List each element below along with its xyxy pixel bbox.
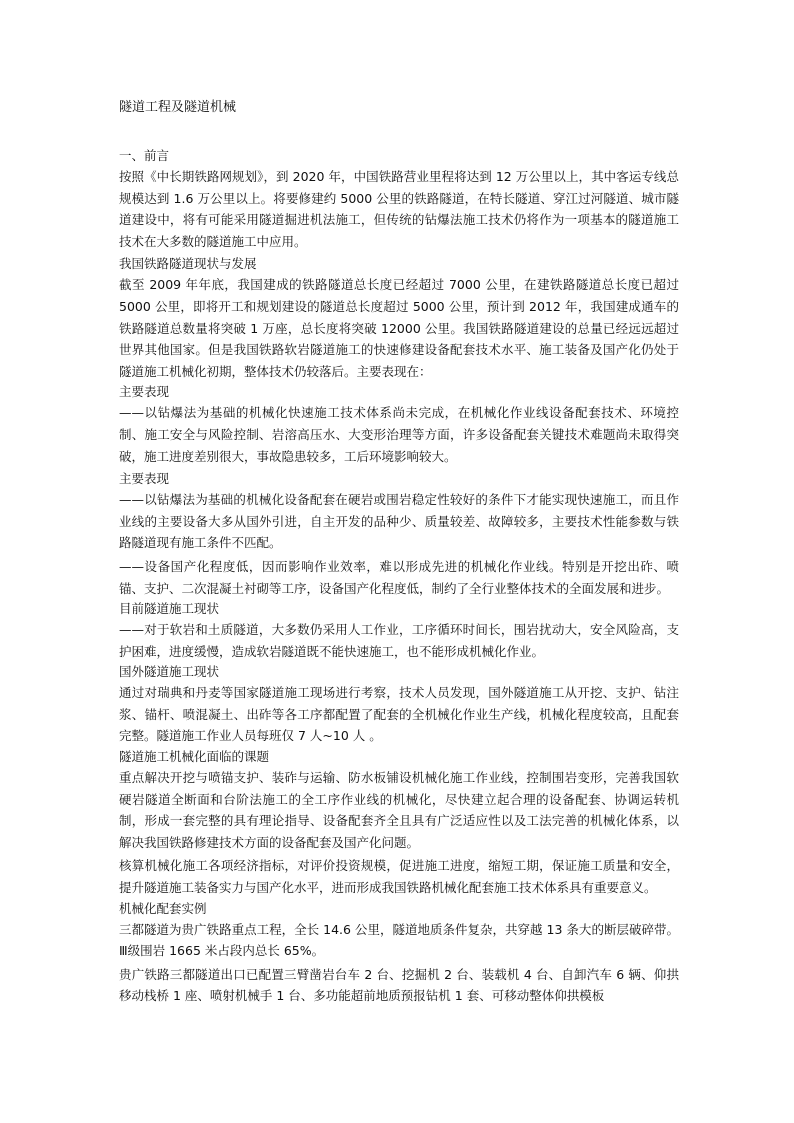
section-heading-domestic-status: 我国铁路隧道现状与发展 bbox=[119, 256, 257, 272]
paragraph: 三都隧道为贵广铁路重点工程，全长 14.6 公里，隧道地质条件复杂，共穿越 13 条大的断层破碎带。 Ⅲ级围岩 1665 米占段内总长 65%。 bbox=[119, 921, 679, 959]
paragraph: ——对于软岩和土质隧道，大多数仍采用人工作业，工序循环时间长，围岩扰动大，安全风险高，支护困难，进度缓慢，造成软岩隧道既不能快速施工，也不能形成机械化作业。 bbox=[119, 622, 679, 659]
paragraph: 截至 2009 年年底，我国建成的铁路隧道总长度已经超过 7000 公里，在建铁路隧道总长度已超过 5000 公里，即将开工和规划建设的隧道总长度超过 5000 公里，预计到 2012 年，我国建成通车的铁路隧道总数量将突破 1 万座，总长度将突破 12000 公里。我国铁路隧道建设的总量已经远远超过世界其他国家。但是我国铁路软岩隧道施工的快速修建设备配套技术水平、施工装备及国产化仍处于隧道施工机械化初期，整体技术仍较落后。主要表现在： bbox=[119, 277, 679, 379]
section-heading-main-issues: 主要表现 bbox=[119, 384, 170, 400]
paragraph: 按照《中长期铁路网规划》，到 2020 年，中国铁路营业里程将达到 12 万公里以上，其中客运专线总规模达到 1.6 万公里以上。将要修建约 5000 公里的铁路隧道，在特长隧道、穿江过河隧道、城市隧道建设中，将有可能采用隧道掘进机法施工，但传统的钻爆法施工技术仍将作为一项基本的隧道施工技术在大多数的隧道施工中应用。 bbox=[119, 169, 679, 249]
paragraph: 通过对瑞典和丹麦等国家隧道施工现场进行考察，技术人员发现，国外隧道施工从开挖、支护、钻注浆、锚杆、喷混凝土、出砟等各工序都配置了配套的全机械化作业生产线，机械化程度较高，且配套完整。隧道施工作业人员每班仅 7 人~10 人 。 bbox=[119, 685, 679, 744]
section-heading-preface: 一、前言 bbox=[119, 148, 170, 163]
paragraph: 核算机械化施工各项经济指标，对评价投资规模，促进施工进度，缩短工期，保证施工质量和安全，提升隧道施工装备实力与国产化水平，进而形成我国铁路机械化配套施工技术体系具有重要意义。 bbox=[119, 858, 679, 896]
paragraph: 贵广铁路三都隧道出口已配置三臂凿岩台车 2 台、挖掘机 2 台、装载机 4 台、自卸汽车 6 辆、仰拱移动栈桥 1 座、喷射机械手 1 台、多功能超前地质预报钻机 1 套、可移动整体仰拱模板 bbox=[119, 966, 679, 1004]
section-heading-example: 机械化配套实例 bbox=[119, 900, 207, 916]
paragraph: ——以钻爆法为基础的机械化设备配套在硬岩或围岩稳定性较好的条件下才能实现快速施工，而且作业线的主要设备大多从国外引进，自主开发的品种少、质量较差、故障较多，主要技术性能参数与铁路隧道现有施工条件不匹配。 bbox=[119, 492, 679, 551]
paragraph: ——以钻爆法为基础的机械化快速施工技术体系尚未完成，在机械化作业线设备配套技术、环境控制、施工安全与风险控制、岩溶高压水、大变形治理等方面，许多设备配套关键技术难题尚未取得突破，施工进度差别很大，事故隐患较多，工后环境影响较大。 bbox=[119, 405, 679, 464]
section-heading-foreign-status: 国外隧道施工现状 bbox=[119, 664, 220, 680]
document-page bbox=[119, 98, 679, 1007]
paragraph: ——设备国产化程度低，因而影响作业效率，难以形成先进的机械化作业线。特别是开挖出砟、喷锚、支护、二次混凝土衬砌等工序，设备国产化程度低，制约了全行业整体技术的全面发展和进步。 bbox=[119, 558, 679, 596]
section-heading-current-status: 目前隧道施工现状 bbox=[119, 601, 220, 617]
document-title: 隧道工程及隧道机械 bbox=[119, 100, 237, 115]
section-heading-challenges: 隧道施工机械化面临的课题 bbox=[119, 749, 270, 765]
paragraph: 重点解决开挖与喷锚支护、装砟与运输、防水板铺设机械化施工作业线，控制围岩变形，完善我国软硬岩隧道全断面和台阶法施工的全工序作业线的机械化，尽快建立起合理的设备配套、协调运转机制，形成一套完整的具有理论指导、设备配套齐全且具有广泛适应性以及工法完善的机械化体系，以解决我国铁路修建技术方面的设备配套及国产化问题。 bbox=[119, 770, 679, 850]
section-heading-main-issues: 主要表现 bbox=[119, 471, 170, 487]
